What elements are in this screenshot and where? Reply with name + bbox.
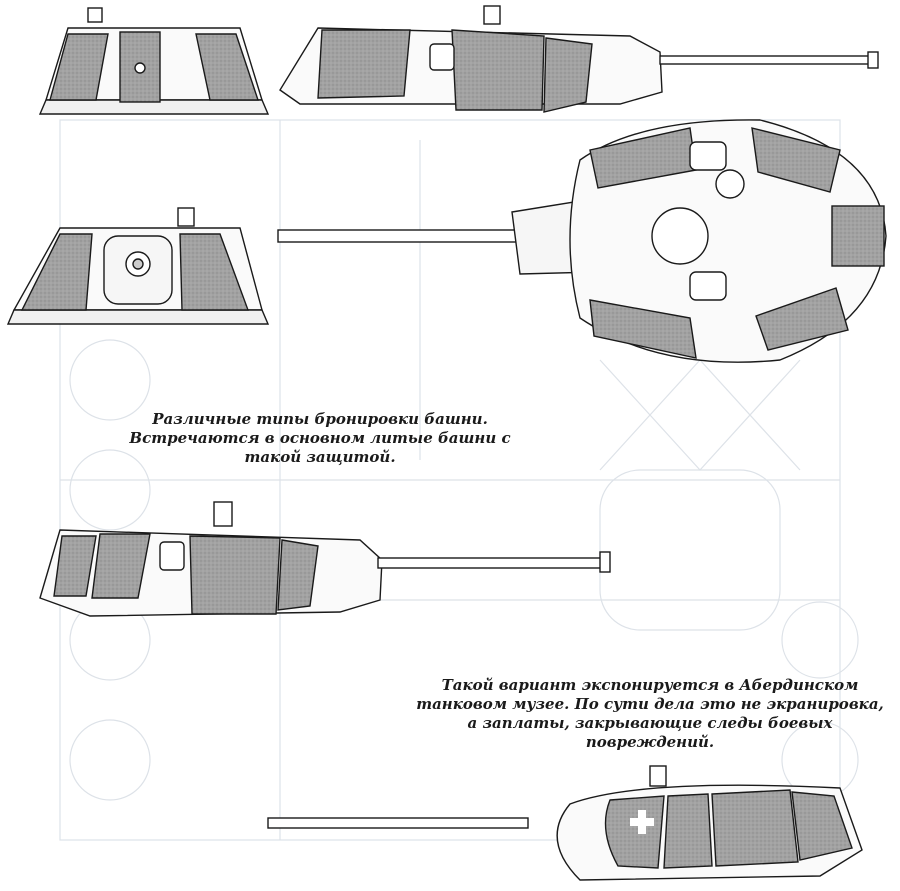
aberdeen-caption-line1: Такой вариант экспонируется в Абердинском bbox=[441, 676, 859, 694]
turret-aberdeen-view bbox=[268, 766, 862, 880]
turret-side-view-1 bbox=[280, 6, 878, 112]
turret-top-view bbox=[278, 120, 886, 362]
aberdeen-caption-line2: танковом музее. По сути дела это не экранировка, bbox=[416, 695, 884, 713]
armor-types-caption bbox=[110, 410, 530, 467]
armor-types-caption-line2: Встречаются в основном литые башни с такой защитой. bbox=[129, 429, 511, 466]
aberdeen-caption bbox=[415, 676, 885, 752]
armor-types-caption-line1: Различные типы бронировки башни. bbox=[152, 410, 488, 428]
turret-side-view-2 bbox=[40, 502, 610, 616]
turret-rear-view-1 bbox=[40, 8, 268, 114]
turret-front-view bbox=[8, 208, 268, 324]
aberdeen-caption-line3: а заплаты, закрывающие следы боевых повреждений. bbox=[467, 714, 833, 751]
